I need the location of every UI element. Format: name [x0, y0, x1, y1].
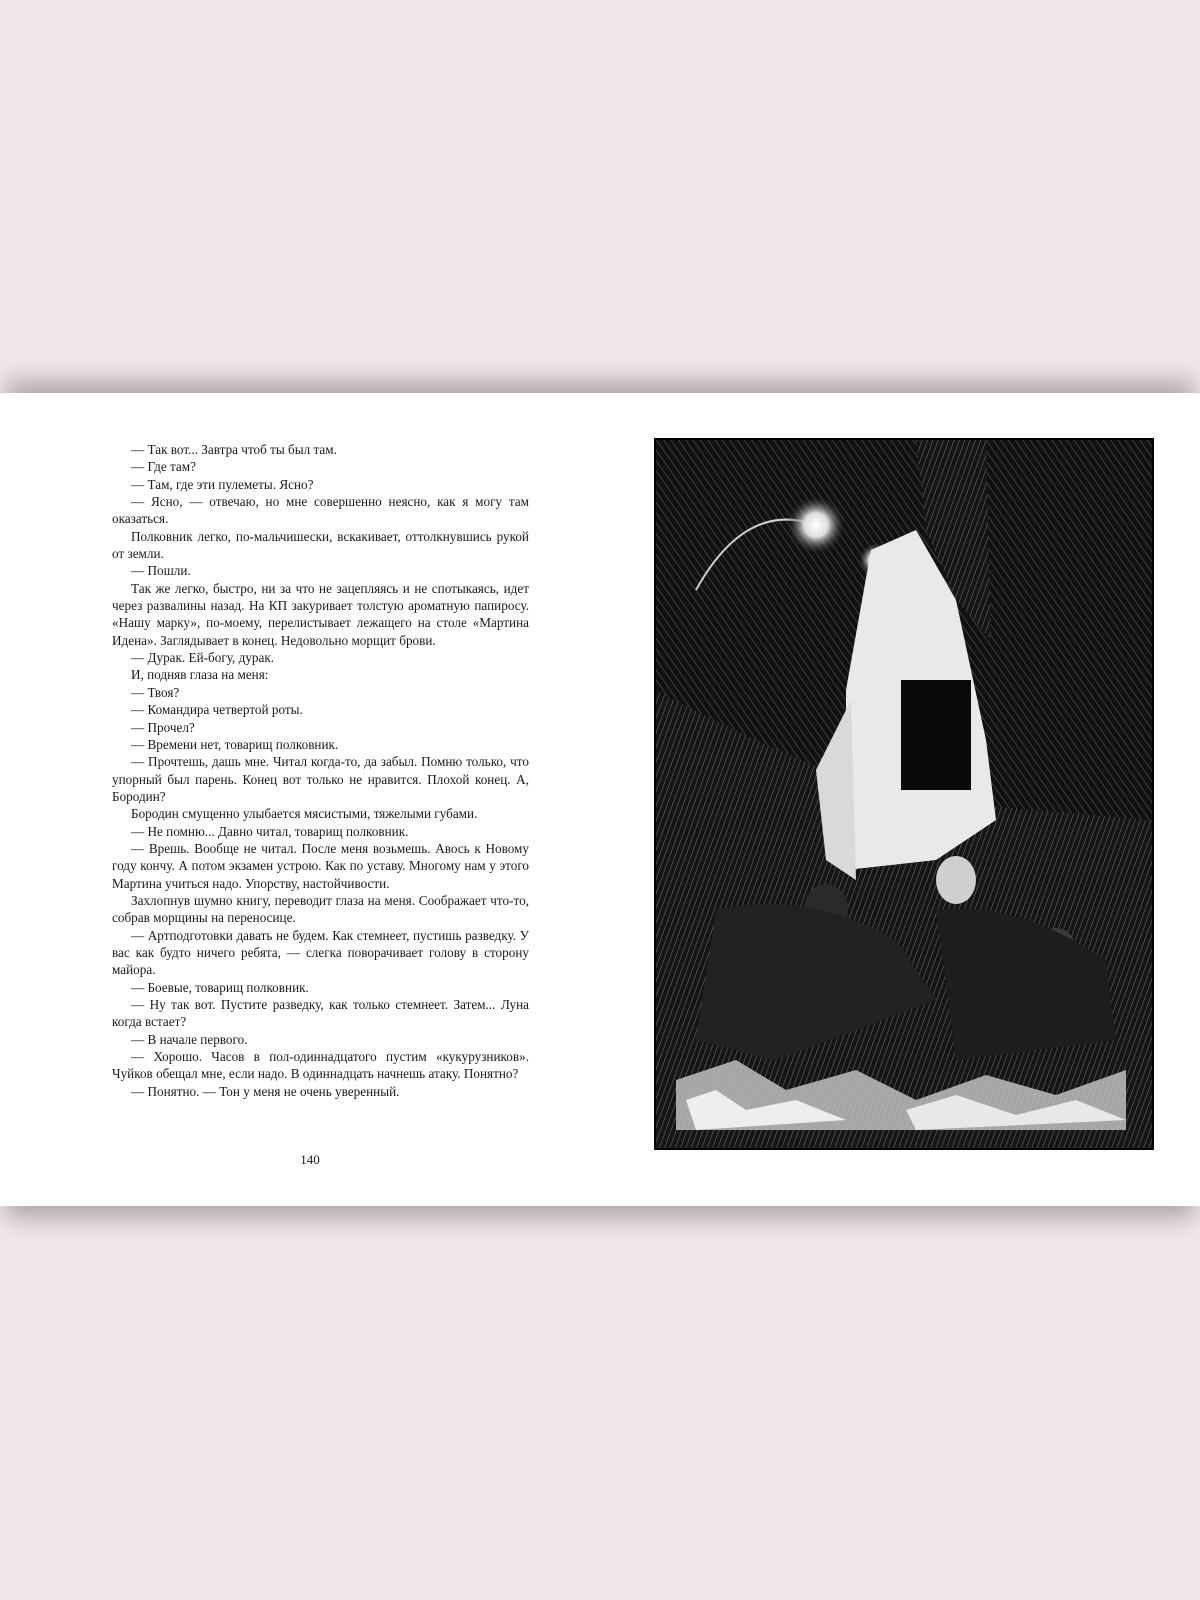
text-line: — Ну так вот. Пустите разведку, как только стемнеет. Затем... Луна когда встает? — [112, 997, 529, 1030]
left-page-text — [112, 441, 529, 1100]
text-line: — Времени нет, товарищ полковник. — [131, 736, 339, 752]
text-line: — Где там? — [131, 459, 196, 475]
text-line: — Так вот... Завтра чтоб ты был там. — [131, 442, 337, 457]
text-line: Захлопнув шумно книгу, переводит глаза на меня. Соображает что-то, собрав морщины на переносице. — [112, 892, 529, 926]
text-line: Бородин смущенно улыбается мясистыми, тяжелыми губами. — [131, 806, 478, 822]
engraving-illustration — [654, 438, 1154, 1150]
text-line: Так же легко, быстро, ни за что не зацепляясь и не спотыкаясь, идет через развалины назад. На КП закуривает толстую ароматную папиросу. «Нашу марку», по-моему, перелистывает лежащего на столе «Мартина Идена». Заглядывает в конец. Недовольно морщит брови. — [112, 580, 529, 648]
text-line: — Артподготовки давать не будем. Как стемнеет, пустишь разведку. У вас как будто ничего ребята, — слегка поворачивает голову в сторону майора. — [112, 927, 529, 978]
text-line: — Боевые, товарищ полковник. — [131, 979, 309, 995]
text-line: — В начале первого. — [131, 1031, 248, 1047]
page-number: 140 — [300, 1152, 320, 1167]
text-line: — Прочтешь, дашь мне. Читал когда-то, да забыл. Помню только, что упорный был парень. Конец вот только не нравится. Плохой конец. А, Бородин? — [112, 754, 529, 804]
book-spread — [0, 393, 1200, 1206]
text-line: — Прочел? — [131, 719, 195, 735]
text-line: — Врешь. Вообще не читал. После меня возьмешь. Авось к Новому году кончу. А потом экзамен устрою. Как по уставу. Многому нам у этого Мартина учиться надо. Упорству, настойчивости. — [112, 840, 529, 891]
text-line: — Дурак. Ей-богу, дурак. — [131, 650, 275, 666]
text-line: — Пошли. — [131, 563, 191, 579]
text-line: — Хорошо. Часов в пол-одиннадцатого пустим «кукурузников». Чуйков обещал мне, если надо. В одиннадцать начнешь атаку. Понятно? — [112, 1049, 529, 1082]
text-line: — Твоя? — [131, 684, 180, 700]
illustration-drawing — [656, 440, 1152, 1148]
text-line: — Не помню... Давно читал, товарищ полковник. — [131, 823, 409, 839]
text-line: — Командира четвертой роты. — [131, 702, 303, 718]
text-line: — Там, где эти пулеметы. Ясно? — [131, 476, 314, 492]
text-line: Полковник легко, по-мальчишески, вскакивает, оттолкнувшись рукой от земли. — [112, 528, 529, 562]
text-line: — Ясно, — отвечаю, но мне совершенно неясно, как я могу там оказаться. — [112, 494, 529, 527]
text-line: И, подняв глаза на меня: — [131, 667, 269, 683]
text-line: — Понятно. — Тон у меня не очень уверенный. — [131, 1083, 400, 1099]
